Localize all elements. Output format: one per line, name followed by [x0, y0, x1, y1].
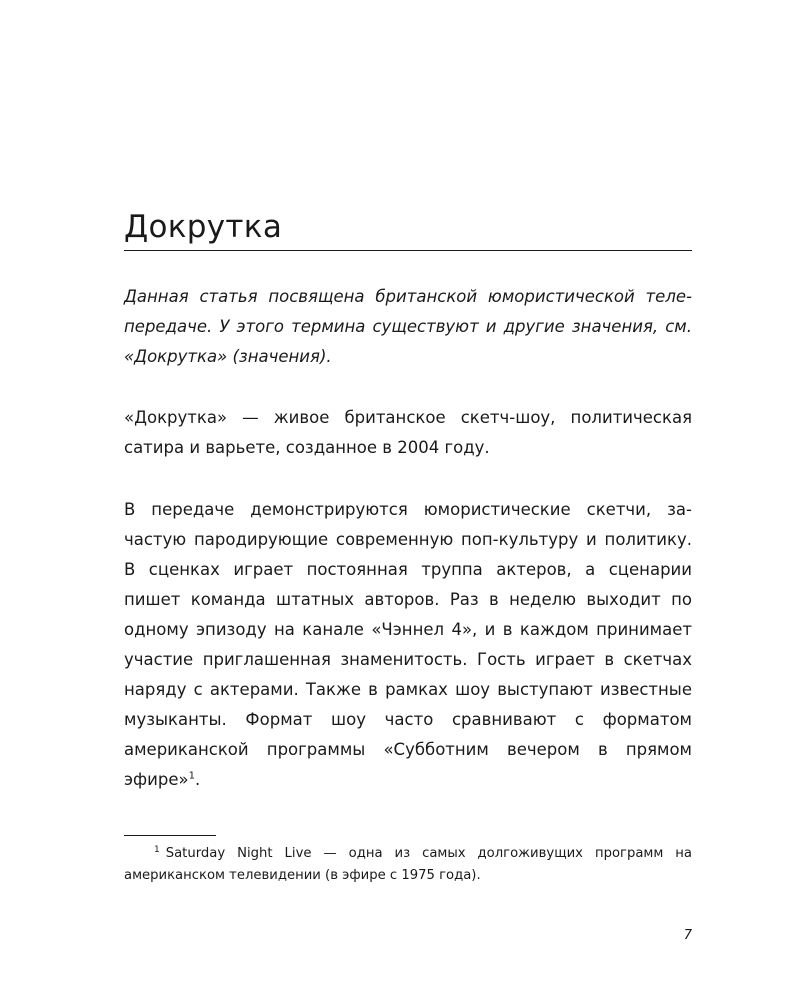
footnote-reference: 1 [188, 770, 195, 782]
intro-text: «Докрутка» — живое британское скетч-шоу, политическая сатира и варьете, созданное в 2004 году. [124, 408, 692, 457]
lead-disambiguation-note [124, 282, 692, 372]
lead-text: Данная статья посвящена британской юмористической телепередаче. У этого термина существуют и другие значения, см. «Докрутка» (значения). [124, 287, 692, 366]
body-text: В передаче демонстрируются юмористические скетчи, зачастую пародирующие современную поп-культуру и политику. В сценках играет постоянная труппа актеров, а сценарии пишет команда штатных авторов. Раз в неделю выходит по одному эпизоду на канале «Чэннел 4», и в каждом принимает участие приглашенная знаменитость. Гость играет в скетчах наряду с актерами. Также в рамках шоу выступают известные музыканты. Формат шоу часто сравнивают с форматом американской программы «Субботним вечером в прямом эфире» [124, 500, 692, 789]
footnote-text: Saturday Night Live — одна из самых долгоживущих программ на американском телевидении (в эфире с 1975 года). [124, 846, 692, 883]
footnote-divider [124, 835, 216, 836]
body-text-end: . [194, 770, 201, 789]
footnote [124, 843, 692, 887]
footnote-marker: 1 [154, 844, 160, 855]
body-paragraph [124, 495, 692, 795]
page-title: Докрутка [124, 206, 692, 251]
page-number: 7 [683, 928, 692, 943]
intro-paragraph [124, 403, 692, 463]
